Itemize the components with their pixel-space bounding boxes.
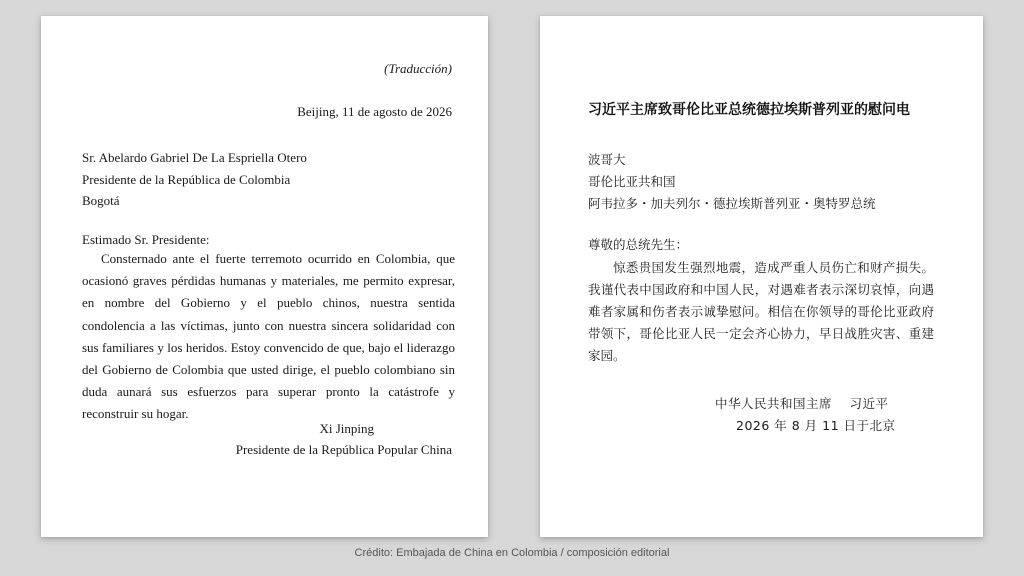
letter-body: 惊悉贵国发生强烈地震，造成严重人员伤亡和财产损失。我谨代表中国政府和中国人民，对遇难者表示深切哀悼，向遇难者家属和伤者表示诚挚慰问。相信在你领导的哥伦比亚政府带领下，哥伦比亚人民一定会齐心协力，早日战胜灾害、重建家园。	[588, 260, 934, 363]
signature: 中华人民共和国主席 习近平	[715, 396, 889, 411]
signature-date: 2026 年 8 月 11 日于北京	[736, 418, 896, 433]
image-credit-caption: Crédito: Embajada de China en Colombia / composición editorial	[354, 547, 670, 559]
signature-title: Presidente de la República Popular China	[235, 442, 452, 457]
recipient-title: Presidente de la República de Colombia	[82, 171, 291, 187]
signature-name: Xi Jinping	[319, 421, 374, 436]
letter-title: 习近平主席致哥伦比亚总统德拉埃斯普列亚的慰问电	[588, 102, 910, 118]
chinese-letter-page	[540, 16, 983, 537]
salutation: Estimado Sr. Presidente:	[82, 232, 210, 247]
letter-body: Consternado ante el fuerte terremoto ocurrido en Colombia, que ocasionó graves pérdidas humanas y materiales, me permito expresar, en nombre del Gobierno y el pueblo chinos, nuestra sentida condolencia a las víctimas, junto con nuestra sincera solidaridad con sus familiares y los heridos. Estoy convencido de que, bajo el liderazgo del Gobierno de Colombia que usted dirige, el pueblo colombiano sin duda aunará sus esfuerzos para superar pronto la catástrofe y reconstruir su hogar.	[82, 251, 455, 422]
place-date: Beijing, 11 de agosto de 2026	[297, 104, 452, 119]
recipient-city: 波哥大	[588, 152, 626, 167]
spanish-letter-page	[41, 16, 488, 537]
salutation: 尊敬的总统先生：	[588, 237, 689, 252]
recipient-name: Sr. Abelardo Gabriel De La Espriella Otero	[82, 150, 307, 165]
recipient-block	[82, 147, 307, 212]
recipient-block	[588, 149, 876, 215]
recipient-city: Bogotá	[82, 193, 120, 208]
recipient-name: 阿韦拉多・加夫列尔・德拉埃斯普列亚・奥特罗总统	[588, 196, 876, 211]
translation-note: (Traducción)	[384, 61, 452, 76]
recipient-country: 哥伦比亚共和国	[588, 174, 676, 189]
